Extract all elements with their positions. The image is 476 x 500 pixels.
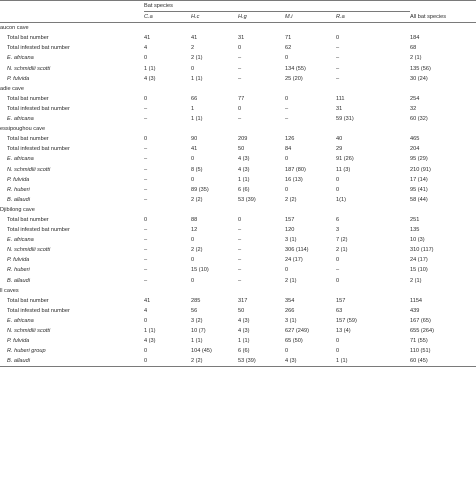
- row-label: N. schmidlii scotti: [7, 65, 51, 72]
- row-label: N. schmidlii scotti: [7, 328, 51, 334]
- table-cell: –: [144, 247, 148, 254]
- table-cell: 135: [410, 227, 420, 234]
- table-cell: 68: [410, 45, 417, 52]
- table-cell: 10 (7): [191, 328, 206, 334]
- table-cell: 40: [336, 136, 343, 143]
- table-row: [0, 225, 476, 235]
- row-label: Total infested bat number: [7, 146, 70, 153]
- table-cell: 0: [238, 105, 242, 112]
- table-cell: –: [144, 196, 148, 203]
- table-cell: 3 (1): [285, 317, 297, 324]
- table-cell: 59 (31): [336, 116, 354, 123]
- table-cell: 8 (5): [191, 166, 203, 173]
- table-cell: 90: [191, 136, 198, 143]
- table-row: [0, 296, 476, 306]
- table-cell: –: [238, 65, 242, 72]
- table-cell: 0: [144, 95, 148, 102]
- table-cell: 60 (45): [410, 356, 476, 367]
- table-cell: 126: [285, 136, 295, 143]
- table-cell: 2 (1): [336, 247, 348, 254]
- table-cell: 15 (10): [410, 267, 428, 274]
- table-cell: –: [238, 247, 242, 254]
- table-cell: 2 (2): [191, 196, 203, 203]
- table-cell: 3: [336, 227, 340, 234]
- row-label: R. huberi: [7, 267, 30, 274]
- bat-species-header: Bat species: [144, 1, 410, 12]
- row-label: P. fulvida: [7, 176, 30, 183]
- table-cell: 0: [191, 277, 195, 284]
- table-cell: 1(1): [336, 196, 346, 203]
- table-cell: 24 (17): [285, 257, 303, 264]
- table-cell: 627 (249): [285, 328, 309, 334]
- table-cell: 210 (91): [410, 166, 431, 173]
- row-label: E. africana: [7, 317, 34, 324]
- row-label: Total infested bat number: [7, 307, 70, 314]
- table-cell: 439: [410, 307, 420, 314]
- table-cell: 2 (2): [191, 356, 238, 367]
- table-cell: –: [336, 45, 340, 52]
- table-row: [0, 154, 476, 164]
- table-cell: –: [238, 227, 242, 234]
- table-cell: 11 (3): [336, 166, 351, 173]
- table-cell: 167 (65): [410, 317, 431, 324]
- table-cell: 6: [336, 216, 340, 223]
- table-cell: 2 (1): [191, 55, 203, 62]
- table-cell: 3 (1): [285, 237, 297, 244]
- table-cell: 310 (117): [410, 247, 434, 254]
- row-label: Total infested bat number: [7, 105, 70, 112]
- table-row: [0, 114, 476, 124]
- table-cell: 0: [144, 136, 148, 143]
- header-empty-cell-right: [410, 1, 476, 12]
- table-cell: 0: [191, 176, 195, 183]
- table-row: [0, 144, 476, 154]
- table-cell: –: [144, 227, 148, 234]
- table-cell: 50: [238, 146, 245, 153]
- table-cell: 0: [336, 348, 340, 355]
- table-cell: 0: [336, 186, 340, 193]
- table-cell: 32: [410, 105, 417, 112]
- table-row: [0, 43, 476, 53]
- table-cell: 2 (1): [285, 277, 297, 284]
- table-cell: 0: [191, 65, 195, 72]
- table-cell: 306 (114): [285, 247, 309, 254]
- table-cell: –: [238, 75, 242, 82]
- table-cell: 254: [410, 95, 420, 102]
- table-cell: 0: [285, 95, 289, 102]
- table-cell: 41: [144, 297, 151, 304]
- table-cell: –: [144, 257, 148, 264]
- table-cell: –: [144, 105, 148, 112]
- table-cell: 29: [336, 146, 343, 153]
- table-cell: 4 (3): [238, 156, 250, 163]
- table-cell: 53 (39): [238, 356, 285, 367]
- table-cell: 50: [238, 307, 245, 314]
- table-row: [0, 53, 476, 63]
- table-body: [0, 23, 476, 367]
- table-cell: 25 (20): [285, 75, 303, 82]
- table-cell: 0: [336, 338, 340, 345]
- header-empty-cell: [0, 1, 144, 12]
- table-cell: 0: [144, 348, 148, 355]
- table-cell: 12: [191, 227, 198, 234]
- table-cell: 60 (32): [410, 116, 428, 123]
- table-row: [0, 165, 476, 175]
- table-cell: 17 (14): [410, 176, 428, 183]
- table-cell: –: [144, 146, 148, 153]
- table-row: [0, 195, 476, 205]
- table-cell: 62: [285, 45, 292, 52]
- table-cell: –: [336, 75, 340, 82]
- table-cell: 184: [410, 35, 420, 42]
- table-cell: 3 (2): [191, 317, 203, 324]
- table-cell: 1154: [410, 297, 423, 304]
- row-label: E. africana: [7, 156, 34, 163]
- table-cell: 95 (41): [410, 186, 428, 193]
- table-cell: –: [238, 277, 242, 284]
- column-header-mi: M.i: [285, 12, 336, 23]
- table-row: [0, 215, 476, 225]
- table-row: [0, 33, 476, 43]
- table-cell: 285: [191, 297, 201, 304]
- row-label: B. allaudi: [7, 277, 31, 284]
- cave-group-header: [0, 286, 476, 296]
- table-cell: 4 (3): [238, 328, 250, 334]
- table-cell: 0: [336, 176, 340, 183]
- table-cell: 30 (24): [410, 75, 428, 82]
- table-row: [0, 185, 476, 195]
- column-header-ca: C.a: [144, 12, 191, 23]
- row-label: R. huberi group: [7, 348, 46, 355]
- table-cell: 110 (51): [410, 348, 431, 355]
- row-label: P. fulvida: [7, 75, 30, 82]
- table-cell: 41: [144, 35, 151, 42]
- table-cell: 157: [285, 216, 295, 223]
- table-cell: 354: [285, 297, 295, 304]
- table-cell: 120: [285, 227, 295, 234]
- table-cell: 157 (59): [336, 317, 357, 324]
- row-label: Total bat number: [7, 95, 49, 102]
- table-cell: 0: [285, 348, 289, 355]
- table-cell: 41: [191, 146, 198, 153]
- cave-group-header: [0, 124, 476, 134]
- cave-name: aucon cave: [0, 25, 29, 32]
- table-cell: 0: [144, 216, 148, 223]
- table-cell: 71 (55): [410, 338, 428, 345]
- table-cell: 1 (1): [191, 116, 203, 123]
- table-row: [0, 134, 476, 144]
- row-label: P. fulvida: [7, 257, 30, 264]
- table-cell: 111: [336, 95, 345, 102]
- table-cell: 0: [144, 55, 148, 62]
- table-cell: 84: [285, 146, 292, 153]
- table-cell: 53 (39): [238, 196, 256, 203]
- cave-name: adie cave: [0, 85, 24, 92]
- table-cell: 1 (1): [336, 356, 410, 367]
- table-cell: –: [238, 257, 242, 264]
- table-cell: 0: [285, 55, 289, 62]
- table-cell: 77: [238, 95, 245, 102]
- table-cell: 24 (17): [410, 257, 428, 264]
- table-cell: 266: [285, 307, 295, 314]
- table-cell: 134 (55): [285, 65, 306, 72]
- table-cell: 4 (3): [285, 356, 336, 367]
- table-cell: 465: [410, 136, 420, 143]
- row-label: N. schmidlii scotti: [7, 166, 51, 173]
- table-cell: 2: [191, 45, 195, 52]
- table-cell: 6 (6): [238, 186, 250, 193]
- table-cell: 2 (2): [285, 196, 297, 203]
- table-cell: 10 (3): [410, 237, 425, 244]
- row-label: N. schmidlii scotti: [7, 247, 51, 254]
- table-cell: –: [336, 267, 340, 274]
- table-cell: –: [285, 105, 289, 112]
- cave-group-header: [0, 84, 476, 94]
- cave-name: essipoughou cave: [0, 126, 46, 133]
- table-cell: 1 (1): [191, 75, 203, 82]
- table-row: [0, 74, 476, 84]
- table-cell: –: [144, 166, 148, 173]
- table-cell: 0: [285, 267, 289, 274]
- table-cell: 0: [144, 317, 148, 324]
- table-cell: 16 (13): [285, 176, 303, 183]
- table-row: [0, 306, 476, 316]
- table-cell: 65 (50): [285, 338, 303, 345]
- table-cell: 1 (1): [144, 65, 156, 72]
- table-cell: 0: [336, 277, 340, 284]
- row-label: R. huberi: [7, 186, 30, 193]
- header-label-cell: [0, 12, 144, 23]
- cave-group-header: [0, 205, 476, 215]
- table-row: [0, 104, 476, 114]
- table-row: [0, 336, 476, 346]
- table-row: [0, 245, 476, 255]
- table-cell: 135 (56): [410, 65, 431, 72]
- table-cell: –: [285, 116, 289, 123]
- table-cell: –: [144, 186, 148, 193]
- cave-group-header: [0, 23, 476, 34]
- table-row: [0, 255, 476, 265]
- table-cell: 95 (29): [410, 156, 428, 163]
- cave-name: ll caves: [0, 287, 19, 294]
- cave-name: Djibilong cave: [0, 206, 35, 213]
- table-row: [0, 326, 476, 336]
- row-label: Total infested bat number: [7, 45, 70, 52]
- table-cell: 1 (1): [144, 328, 156, 334]
- table-cell: 204: [410, 146, 420, 153]
- row-label: Total infested bat number: [7, 227, 70, 234]
- table-cell: 1 (1): [238, 338, 250, 345]
- table-cell: 655 (264): [410, 328, 434, 334]
- header-row-species: [0, 12, 476, 23]
- table-cell: 41: [191, 35, 198, 42]
- table-cell: 0: [191, 237, 195, 244]
- table-cell: 0: [144, 356, 191, 367]
- table-cell: 104 (45): [191, 348, 212, 355]
- table-cell: 0: [191, 257, 195, 264]
- table-cell: 6 (6): [238, 348, 250, 355]
- table-cell: 4 (3): [144, 338, 156, 345]
- table-cell: 0: [285, 156, 289, 163]
- table-cell: –: [336, 55, 340, 62]
- table-row: [0, 265, 476, 275]
- table-cell: 1: [191, 105, 195, 112]
- table-cell: –: [238, 116, 242, 123]
- table-cell: –: [238, 237, 242, 244]
- table-cell: 0: [336, 257, 340, 264]
- table-row: [0, 356, 476, 367]
- row-label: P. fulvida: [7, 338, 30, 345]
- table-row: [0, 235, 476, 245]
- table-cell: 157: [336, 297, 346, 304]
- table-cell: 89 (35): [191, 186, 209, 193]
- row-label: E. africana: [7, 55, 34, 62]
- table-row: [0, 175, 476, 185]
- table-cell: –: [336, 65, 340, 72]
- table-cell: 71: [285, 35, 292, 42]
- row-label: B. allaudi: [0, 356, 144, 367]
- table-row: [0, 64, 476, 74]
- table-cell: 0: [336, 35, 340, 42]
- table-cell: 4: [144, 45, 148, 52]
- table-cell: 31: [238, 35, 245, 42]
- table-cell: 15 (10): [191, 267, 209, 274]
- table-cell: 56: [191, 307, 198, 314]
- table-cell: 4 (3): [238, 317, 250, 324]
- table-cell: 0: [238, 216, 242, 223]
- column-header-hc: H.c: [191, 12, 238, 23]
- table-cell: 88: [191, 216, 198, 223]
- row-label: Total bat number: [7, 297, 49, 304]
- row-label: Total bat number: [7, 35, 49, 42]
- table-cell: –: [144, 237, 148, 244]
- table-cell: –: [238, 267, 242, 274]
- table-cell: –: [144, 267, 148, 274]
- table-cell: –: [238, 55, 242, 62]
- row-label: Total bat number: [7, 136, 49, 143]
- table-cell: –: [144, 116, 148, 123]
- table-cell: 0: [238, 45, 242, 52]
- row-label: Total bat number: [7, 216, 49, 223]
- table-cell: 0: [191, 156, 195, 163]
- column-header-ra: R.a: [336, 12, 410, 23]
- table-cell: 1 (1): [238, 176, 250, 183]
- table-cell: –: [144, 156, 148, 163]
- table-row: [0, 346, 476, 356]
- table-cell: 58 (44): [410, 196, 428, 203]
- table-cell: 0: [285, 186, 289, 193]
- table-cell: 7 (2): [336, 237, 348, 244]
- table-cell: 66: [191, 95, 198, 102]
- table-cell: 1 (1): [191, 338, 203, 345]
- table-cell: 13 (4): [336, 328, 351, 334]
- table-cell: 4: [144, 307, 148, 314]
- table-cell: 91 (26): [336, 156, 354, 163]
- table-cell: 187 (80): [285, 166, 306, 173]
- table-cell: 209: [238, 136, 248, 143]
- row-label: B. allaudi: [7, 196, 31, 203]
- table-cell: 4 (3): [144, 75, 156, 82]
- table-cell: 4 (3): [238, 166, 250, 173]
- table-row: [0, 276, 476, 286]
- table-cell: 2 (1): [410, 277, 422, 284]
- table-row: [0, 316, 476, 326]
- table-cell: –: [144, 176, 148, 183]
- row-label: E. africana: [7, 116, 34, 123]
- table-cell: 2 (1): [410, 55, 422, 62]
- row-label: E. africana: [7, 237, 34, 244]
- table-cell: –: [144, 277, 148, 284]
- table-cell: 2 (2): [191, 247, 203, 254]
- table-cell: 251: [410, 216, 420, 223]
- table-cell: 63: [336, 307, 343, 314]
- column-header-hg: H.g: [238, 12, 285, 23]
- header-row-top: [0, 1, 476, 12]
- table-cell: 31: [336, 105, 343, 112]
- column-header-all: All bat species: [410, 12, 476, 23]
- table-row: [0, 94, 476, 104]
- table-cell: 317: [238, 297, 248, 304]
